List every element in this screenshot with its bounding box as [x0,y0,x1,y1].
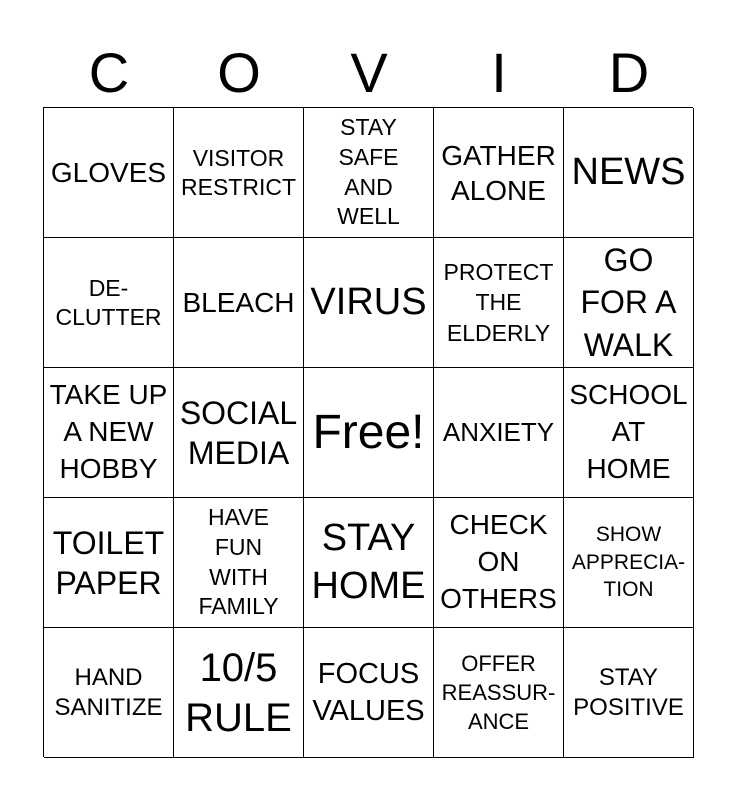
bingo-cell-2-1[interactable]: DE- CLUTTER [44,238,174,368]
bingo-cell-4-4[interactable]: CHECK ON OTHERS [434,498,564,628]
bingo-cell-2-5[interactable]: GO FOR A WALK [564,238,694,368]
bingo-cell-4-5[interactable]: SHOW APPRECIA- TION [564,498,694,628]
bingo-cell-1-1[interactable]: GLOVES [44,108,174,238]
bingo-board [43,107,693,757]
bingo-cell-3-3[interactable]: Free! [304,368,434,498]
header-letter-c: C [88,41,130,104]
header-letter-d: D [608,41,650,104]
bingo-cell-1-4[interactable]: GATHER ALONE [434,108,564,238]
header-letter-o: O [217,41,261,104]
bingo-cell-1-3[interactable]: STAY SAFE AND WELL [304,108,434,238]
bingo-cell-5-3[interactable]: FOCUS VALUES [304,628,434,758]
bingo-cell-2-2[interactable]: BLEACH [174,238,304,368]
bingo-cell-2-3[interactable]: VIRUS [304,238,434,368]
bingo-cell-3-2[interactable]: SOCIAL MEDIA [174,368,304,498]
bingo-cell-3-4[interactable]: ANXIETY [434,368,564,498]
bingo-cell-3-5[interactable]: SCHOOL AT HOME [564,368,694,498]
header-letter-i: I [491,41,507,104]
bingo-header [44,40,694,106]
bingo-cell-5-2[interactable]: 10/5 RULE [174,628,304,758]
bingo-cell-5-1[interactable]: HAND SANITIZE [44,628,174,758]
header-letter-v: V [350,41,388,104]
bingo-cell-5-5[interactable]: STAY POSITIVE [564,628,694,758]
bingo-cell-1-2[interactable]: VISITOR RESTRICT [174,108,304,238]
bingo-cell-4-1[interactable]: TOILET PAPER [44,498,174,628]
bingo-cell-4-3[interactable]: STAY HOME [304,498,434,628]
bingo-cell-3-1[interactable]: TAKE UP A NEW HOBBY [44,368,174,498]
bingo-cell-5-4[interactable]: OFFER REASSUR- ANCE [434,628,564,758]
bingo-cell-4-2[interactable]: HAVE FUN WITH FAMILY [174,498,304,628]
bingo-cell-1-5[interactable]: NEWS [564,108,694,238]
bingo-cell-2-4[interactable]: PROTECT THE ELDERLY [434,238,564,368]
